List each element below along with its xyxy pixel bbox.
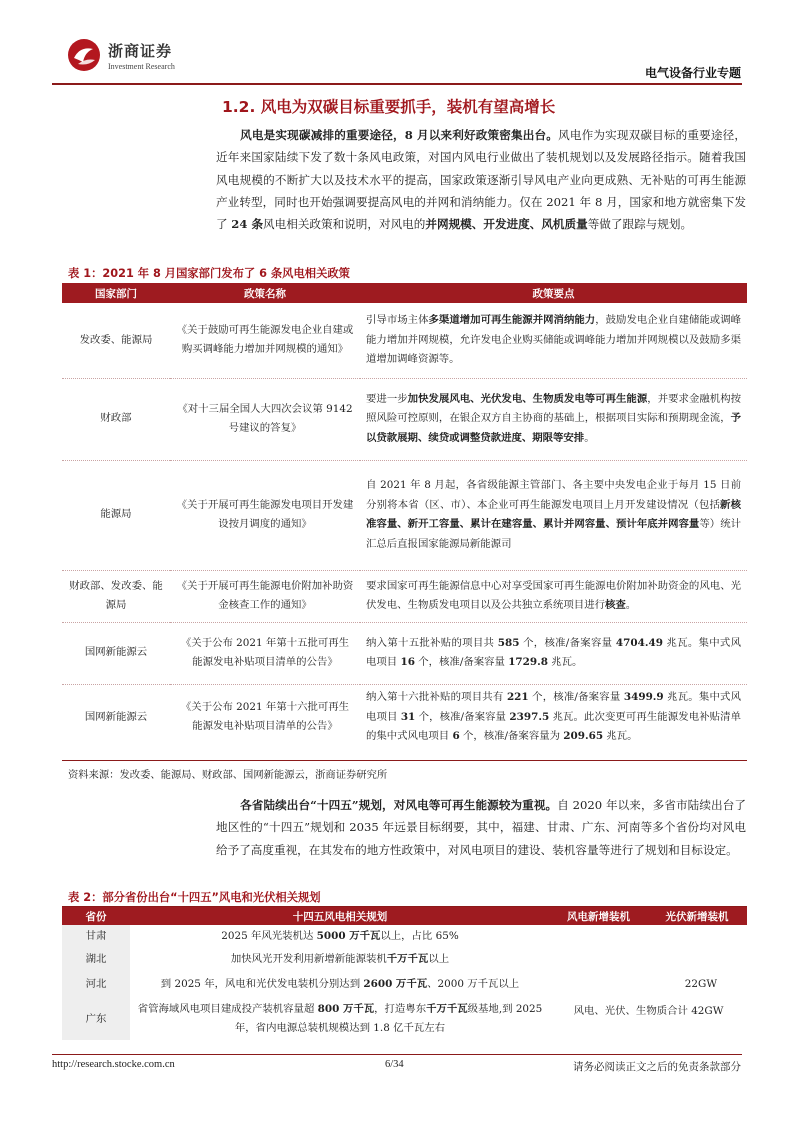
table1-source: 资料来源：发改委、能源局、财政部、国网新能源云，浙商证券研究所 <box>68 769 388 781</box>
dept-cell: 财政部、发改委、能源局 <box>62 570 170 622</box>
body-text: ，并要求金融机构按照风险可控原则，在银企双方自主协商的基础上，根据项目实际和预期现金流， <box>366 392 742 425</box>
emphasis-text: 3499.9 <box>623 691 664 703</box>
footer-url[interactable]: http://research.stocke.com.cn <box>52 1059 175 1070</box>
plan-cell <box>130 948 550 971</box>
emphasis-text: 千万千瓦 <box>426 1003 468 1015</box>
col-wind-capacity: 风电新增装机 <box>550 907 647 925</box>
paragraph-provincial-plans: 各省陆续出台“十四五”规划，对风电等可再生能源较为重视。自 2020 年以来，多省市陆续出台了地区性的“十四五”规划和 2035 年远景目标纲要，其中，福建、甘肃、广东、河南等多个省份均对风电给予了高度重视，在其发布的地方性政策中，对风电项目的建设、装机容量等进行了规划和目标设定。 <box>216 798 746 857</box>
footer-divider <box>52 1054 742 1055</box>
points-cell <box>360 622 747 684</box>
table-row <box>62 998 747 1040</box>
company-name-cn: 浙商证券 <box>108 42 173 60</box>
policy-cell: 《关于开展可再生能源电价附加补助资金核查工作的通知》 <box>170 570 360 622</box>
body-text: 个，核准/备案容量 <box>528 691 624 703</box>
col-points: 政策要点 <box>360 283 747 303</box>
capacity-cell-empty <box>550 925 747 971</box>
emphasis-text: 6 <box>452 730 460 742</box>
dept-cell: 财政部 <box>62 378 170 460</box>
footer-disclaimer: 请务必阅读正文之后的免责条款部分 <box>573 1061 741 1073</box>
emphasis-text: 221 <box>506 691 529 703</box>
points-cell <box>360 684 747 750</box>
table-row <box>62 622 747 684</box>
body-text: 自 2021 年 8 月起，各省级能源主管部门、各主要中央发电企业于每月 15 日前分别将本省（区、市）、本企业可再生能源发电项目上月开发建设情况（包括 <box>366 479 741 511</box>
policy-cell: 《对十三届全国人大四次会议第 9142 号建议的答复》 <box>170 378 360 460</box>
dept-cell: 发改委、能源局 <box>62 303 170 378</box>
body-text: 个，核准/备案容量 <box>519 636 616 649</box>
points-cell <box>360 570 747 622</box>
body-text: 到 2025 年，风电和光伏发电装机分别达到 <box>160 978 364 990</box>
policy-cell: 《关于公布 2021 年第十六批可再生能源发电补贴项目清单的公告》 <box>180 700 350 733</box>
provincial-plan-table <box>62 907 747 1040</box>
policy-cell: 《关于公布 2021 年第十五批可再生能源发电补贴项目清单的公告》 <box>170 622 360 684</box>
emphasis-text: 核查 <box>604 599 626 611</box>
emphasis-text: 2397.5 <box>509 710 550 723</box>
col-pv-capacity: 光伏新增装机 <box>647 907 747 925</box>
province-cell: 河北 <box>62 971 130 998</box>
body-text: 等）统计汇总后直报国家能源局新能源司 <box>366 518 742 550</box>
body-text: 兆瓦。集中式风电项目 <box>366 636 741 668</box>
body-text: 个，核准/备案容量为 <box>459 730 564 742</box>
paragraph-lead: 各省陆续出台“十四五”规划，对风电等可再生能源较为重视。 <box>240 798 558 812</box>
policy-table <box>62 283 747 750</box>
dept-cell: 国网新能源云 <box>62 622 170 684</box>
table-row <box>62 570 747 622</box>
body-text: 个，核准/备案容量 <box>414 656 509 668</box>
emphasis-text: 16 <box>400 656 415 668</box>
plan-cell <box>130 998 550 1040</box>
table1-bottom-rule <box>62 760 747 761</box>
body-text: 引导市场主体 <box>366 314 429 326</box>
plan-cell <box>130 971 550 998</box>
dept-cell: 国网新能源云 <box>84 710 148 723</box>
body-text: 省管海域风电项目建成投产装机容量超 <box>137 1003 318 1015</box>
emphasis-text: 2600 万千瓦 <box>363 978 428 990</box>
col-plan: 十四五风电相关规划 <box>130 907 550 925</box>
emphasis-text: 1729.8 <box>508 656 548 668</box>
paragraph-wind-policy: 风电是实现碳减排的重要途径，8 月以来利好政策密集出台。风电作为实现双碳目标的重要途径，近年来国家陆续下发了数十条风电政策，对国内风电行业做出了装机规划以及发展路径指示。随着我国风电规模的不断扩大以及技术水平的提高，国家政策逐渐引导风电产业向更成熟、无补贴的可再生能源产业转型，同时也开始强调要提高风电的并网和消纳能力。仅在 2021 年 8 月，国家和地方就密集下发了 24 条风电相关政策和说明，对风电的并网规模、开发进度、风机质量等做了跟踪与规划。 <box>216 128 746 232</box>
table-row <box>62 971 747 998</box>
policy-cell: 《关于开展可再生能源发电项目开发建设按月调度的通知》 <box>170 460 360 570</box>
province-cell: 湖北 <box>62 948 130 971</box>
body-text: 2025 年风光装机达 <box>221 930 317 942</box>
header-divider <box>52 83 742 85</box>
page-number: 6/34 <box>385 1059 404 1070</box>
report-type: 电气设备行业专题 <box>644 66 741 80</box>
table-row <box>62 460 747 570</box>
emphasis-text: 31 <box>400 710 416 723</box>
body-text: 。 <box>625 599 637 611</box>
body-text: 加快风光开发利用新增新能源装机 <box>230 953 387 965</box>
body-text: 兆瓦。 <box>603 730 638 742</box>
body-text: 要求国家可再生能源信息中心对享受国家可再生能源电价附加补助资金的风电、光伏发电、生物质发电项目以及公共独立系统项目进行 <box>366 579 741 611</box>
body-text: ，打造粤东 <box>374 1003 427 1015</box>
table2-caption: 表 2：部分省份出台“十四五”风电和光伏相关规划 <box>68 891 321 904</box>
emphasis-text: 多渠道增加可再生能源并网消纳能力 <box>428 314 596 326</box>
body-text: 纳入第十六批补贴的项目共有 <box>366 691 507 703</box>
table-row <box>62 684 747 750</box>
company-name-en: Investment Research <box>108 62 175 71</box>
emphasis-text: 585 <box>497 636 520 649</box>
table-row <box>62 378 747 460</box>
body-text: 个，核准/备案容量 <box>415 710 510 723</box>
table1-caption: 表 1：2021 年 8 月国家部门发布了 6 条风电相关政策 <box>68 267 350 280</box>
emphasis-text: 4704.49 <box>615 636 663 649</box>
body-text: 纳入第十五批补贴的项目共 <box>366 636 498 649</box>
hebei-capacity-cell: 22GW <box>684 978 717 990</box>
table-row <box>62 303 747 378</box>
points-cell <box>360 460 747 570</box>
body-text: 级基地,到 2025 年，省内电源总装机规模达到 1.8 亿千瓦左右 <box>234 1003 543 1034</box>
emphasis-text: 加快发展风电、光伏发电、生物质发电等可再生能源 <box>407 392 648 405</box>
table-row <box>62 925 747 948</box>
col-province: 省份 <box>62 907 130 925</box>
emphasis-text: 800 万千瓦 <box>317 1003 375 1015</box>
col-policy: 政策名称 <box>170 283 360 303</box>
body-text: 以上，占比 65% <box>380 930 459 942</box>
col-dept: 国家部门 <box>62 283 170 303</box>
policy-cell: 《关于鼓励可再生能源发电企业自建或购买调峰能力增加并网规模的通知》 <box>170 303 360 378</box>
section-title: 1.2. 风电为双碳目标重要抓手，装机有望高增长 <box>222 98 556 116</box>
dept-cell: 能源局 <box>62 460 170 570</box>
body-text: ，鼓励发电企业自建储能或调峰能力增加并网规模，允许发电企业购买储能或调峰能力增加并网规模以及鼓励多渠道增加调峰资源等。 <box>366 314 742 365</box>
body-text: 。 <box>584 431 595 444</box>
plan-cell <box>130 925 550 948</box>
points-cell <box>360 378 747 460</box>
body-text: 兆瓦。集中式风电项目 <box>366 691 741 723</box>
body-text: 兆瓦。 <box>547 656 583 668</box>
emphasis-text: 5000 万千瓦 <box>316 930 381 942</box>
emphasis-text: 千万千瓦 <box>386 953 429 965</box>
body-text: 要进一步 <box>366 392 408 405</box>
emphasis-text: 新核准容量、新开工容量、累计在建容量、累计并网容量、预计年底并网容量 <box>366 498 742 530</box>
body-text: 以上 <box>428 953 450 965</box>
emphasis-text: 209.65 <box>563 730 604 742</box>
body-text: 兆瓦。此次变更可再生能源发电补贴清单的集中式风电项目 <box>366 710 742 742</box>
emphasis-text: 予以贷款展期、续贷或调整贷款进度、期限等安排 <box>366 412 741 444</box>
paragraph-lead: 风电是实现碳减排的重要途径，8 月以来利好政策密集出台。 <box>240 128 559 142</box>
province-cell: 甘肃 <box>62 925 130 948</box>
guangdong-capacity-cell: 风电、光伏、生物质合计 42GW <box>573 1005 724 1017</box>
points-cell <box>360 303 747 378</box>
province-cell: 广东 <box>62 998 130 1040</box>
body-text: 、2000 万千瓦以上 <box>427 978 520 990</box>
company-logo-icon <box>66 38 102 72</box>
